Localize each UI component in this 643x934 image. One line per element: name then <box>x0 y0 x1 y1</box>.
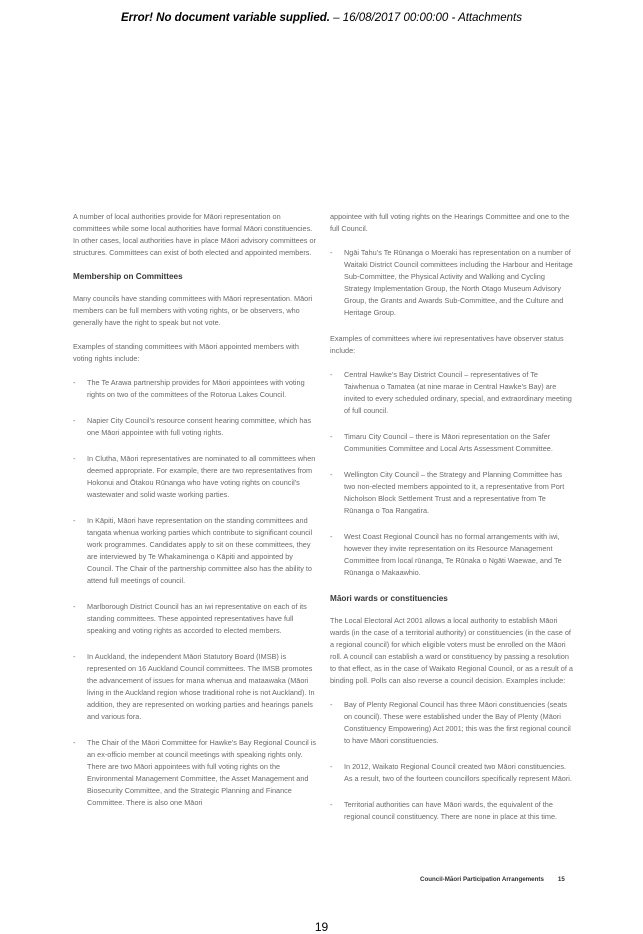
list-item: - Wellington City Council – the Strategy and Planning Committee has two non-elected members appointed to it, a representative from Port Nicholson Block Settlement Trust and a representative from Te Rūnanga o Toa Rangatira. <box>330 469 574 517</box>
moeraki-list <box>330 247 574 319</box>
list-item: - Central Hawke’s Bay District Council – representatives of Te Taiwhenua o Tamatea (at nine marae in Central Hawke’s Bay) are invited to every scheduled ordinary, special, and extraordinary meeting of full council. <box>330 369 574 417</box>
observer-examples-list <box>330 369 574 579</box>
list-item: - The Te Arawa partnership provides for Māori appointees with voting rights on two of the committees of the Rotorua Lakes Council. <box>73 377 319 401</box>
footer-title: Council-Māori Participation Arrangements <box>420 876 544 883</box>
list-item: - The Chair of the Māori Committee for Hawke’s Bay Regional Council is an ex-officio member at council meetings with speaking rights only. There are two Māori appointees with full voting rights on the Environmental Management Committee, the Asset Management and Biosecurity Committee, and the Strategic Planning and Finance Committee. There is also one Māori <box>73 737 319 809</box>
left-column <box>73 211 319 823</box>
list-item: - Bay of Plenty Regional Council has three Māori constituencies (seats on council). These were established under the Bay of Plenty (Māori Constituency Empowering) Act 2001; this was the first regional council to have Māori constituencies. <box>330 699 574 747</box>
right-column <box>330 211 574 837</box>
observer-paragraph: Examples of committees where iwi representatives have observer status include: <box>330 334 564 355</box>
list-item: - Marlborough District Council has an iwi representative on each of its standing committees. These appointed representatives have full speaking and voting rights as accorded to elected members. <box>73 601 319 637</box>
page-footer <box>420 876 565 883</box>
voting-examples-list <box>73 377 319 809</box>
list-item: - In 2012, Waikato Regional Council created two Māori constituencies. As a result, two of the fourteen councillors specifically represent Māori. <box>330 761 574 785</box>
wards-paragraph: The Local Electoral Act 2001 allows a local authority to establish Māori wards (in the case of a territorial authority) or constituencies (in the case of a regional council) for which eligible voters must be enrolled on the Māori roll. A council can establish a ward or constituency by passing a resolution to that effect, as in the case of Waikato Regional Council, or as a result of a binding poll. Polls can also reverse a council decision. Examples include: <box>330 616 573 685</box>
examples-voting-paragraph: Examples of standing committees with Māori appointed members with voting rights include: <box>73 342 299 363</box>
list-item: - In Clutha, Māori representatives are nominated to all committees when deemed appropriate. For example, there are two representatives from Hokonui and Ōtakou Rūnanga who have voting rights on council’s wastewater and solid waste working parties. <box>73 453 319 501</box>
list-item: - Napier City Council’s resource consent hearing committee, which has one Māori appointee with full voting rights. <box>73 415 319 439</box>
list-item: - In Auckland, the independent Māori Statutory Board (IMSB) is represented on 16 Auckland Council committees. The IMSB promotes the advancement of issues for mana whenua and mataawaka (Māori living in the Auckland region whose traditional rohe is not Auckland). In addition, they are represented on working parties and hearings panels and various fora. <box>73 651 319 723</box>
list-item: - Territorial authorities can have Māori wards, the equivalent of the regional council constituency. There are none in place at this time. <box>330 799 574 823</box>
wards-examples-list <box>330 699 574 823</box>
header-date-text: – 16/08/2017 00:00:00 - Attachments <box>329 12 522 24</box>
footer-page-number: 15 <box>557 876 565 883</box>
membership-paragraph: Many councils have standing committees with Māori representation. Māori members can be full members with voting rights, or be observers, who generally have the right to speak but not vote. <box>73 294 313 327</box>
page-number: 19 <box>314 920 329 934</box>
continued-paragraph: appointee with full voting rights on the Hearings Committee and one to the full Council. <box>330 212 570 233</box>
section-heading-membership: Membership on Committees <box>73 272 183 281</box>
intro-paragraph: A number of local authorities provide for Māori representation on committees while some local authorities have formal Māori constituencies. In other cases, local authorities have in place Māori advisory committees or structures. Committees can exist of both elected and appointed members. <box>73 212 316 257</box>
list-item: - In Kāpiti, Māori have representation on the standing committees and tangata whenua working parties which contribute to significant council work programmes. Candidates apply to sit on these committees, they are interviewed by Te Whakaminenga o Kāpiti and appointed by Council. The Chair of the partnership committee also has the ability to attend full meetings of council. <box>73 515 319 587</box>
section-heading-wards: Māori wards or constituencies <box>330 594 448 603</box>
list-item: - Timaru City Council – there is Māori representation on the Safer Communities Committee and Local Arts Assessment Committee. <box>330 431 574 455</box>
list-item: - Ngāi Tahu’s Te Rūnanga o Moeraki has representation on a number of Waitaki District Council committees including the Harbour and Heritage Sub-Committee, the Physical Activity and Walking and Cycling Strategy Implementation Group, the North Otago Museum Advisory Group, the Grants and Awards Sub-Committee, and the Culture and Heritage Group. <box>330 247 574 319</box>
header-error-text: Error! No document variable supplied. <box>121 12 330 24</box>
list-item: - West Coast Regional Council has no formal arrangements with iwi, however they invite representation on its Resource Management Committee from local rūnanga, Te Rūnaka o Ngāti Waewae, and Te Rūnanga o Makaawhio. <box>330 531 574 579</box>
document-header <box>0 12 643 24</box>
